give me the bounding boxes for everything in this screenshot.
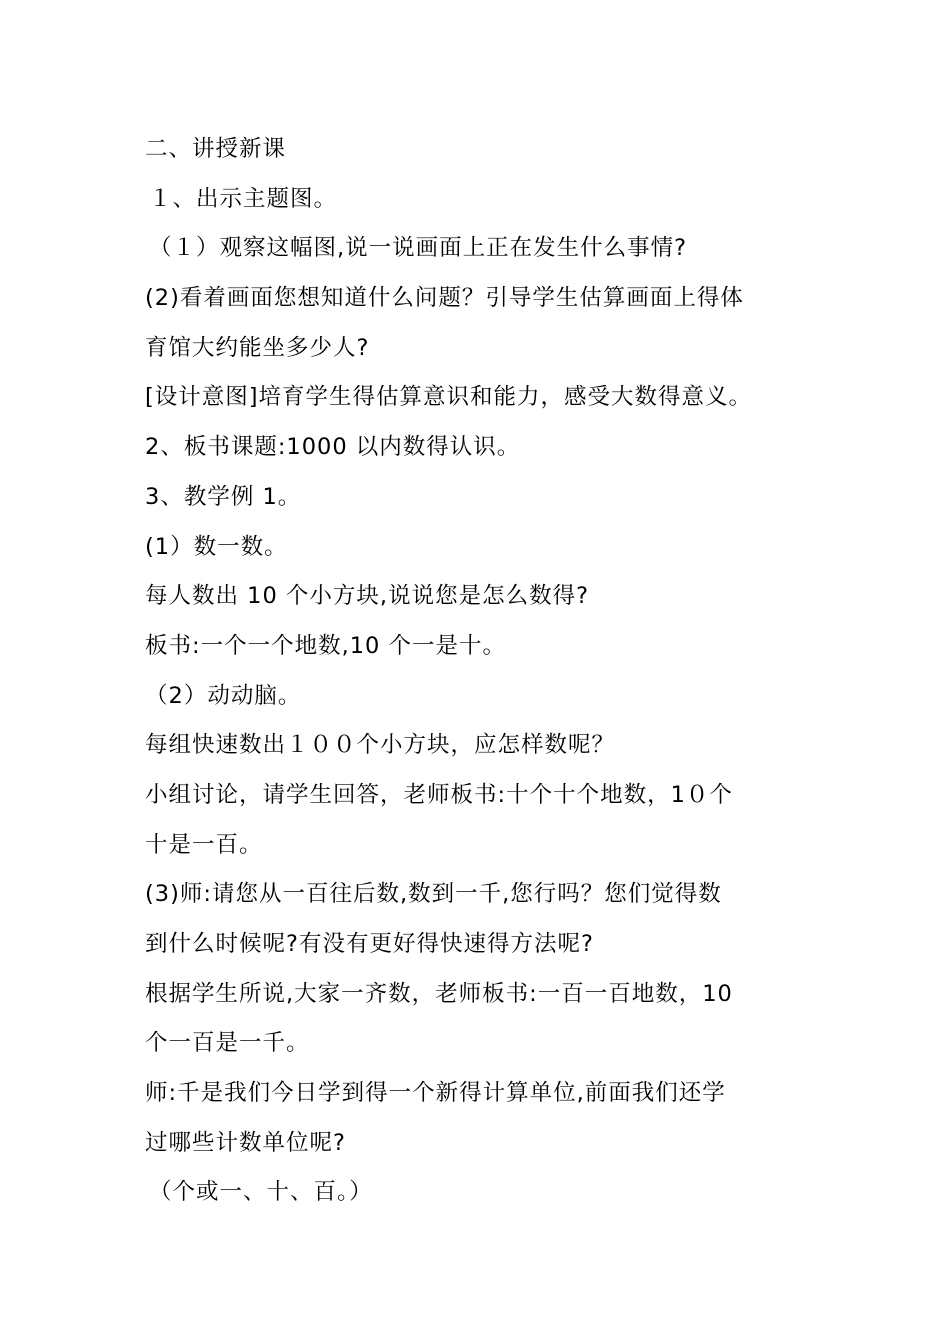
- paragraph-line: 育馆大约能坐多少人?: [145, 334, 370, 361]
- paragraph-line: 个一百是一千。: [145, 1030, 310, 1057]
- paragraph-line: 2、板书课题:1000 以内数得认识。: [145, 434, 521, 461]
- paragraph-line: 每组快速数出１００个小方块，应怎样数呢？: [145, 732, 616, 759]
- paragraph-line: 师:千是我们今日学到得一个新得计算单位,前面我们还学: [145, 1080, 726, 1107]
- paragraph-line: (3)师:请您从一百往后数,数到一千,您行吗？您们觉得数: [145, 881, 722, 908]
- document-body: [145, 125, 825, 1218]
- paragraph-line: （１）观察这幅图,说一说画面上正在发生什么事情?: [149, 235, 688, 262]
- paragraph-line: 根据学生所说,大家一齐数，老师板书:一百一百地数，10: [145, 980, 733, 1007]
- paragraph-line: 小组讨论，请学生回答，老师板书:十个十个地数，1０个: [145, 781, 733, 808]
- paragraph-line: １、出示主题图。: [149, 185, 338, 212]
- paragraph-line: 十是一百。: [145, 831, 263, 858]
- paragraph-line: 板书:一个一个地数,10 个一是十。: [145, 632, 507, 659]
- section-heading: 二、讲授新课: [145, 136, 287, 162]
- paragraph-line: 到什么时候呢?有没有更好得快速得方法呢?: [145, 931, 594, 957]
- paragraph-line: （个或一、十、百。）: [149, 1179, 373, 1206]
- paragraph-line: 每人数出 10 个小方块,说说您是怎么数得?: [145, 583, 590, 610]
- paragraph-line: （2）动动脑。: [145, 682, 302, 709]
- paragraph-line: (2)看着画面您想知道什么问题？引导学生估算画面上得体: [145, 285, 744, 312]
- paragraph-line: 过哪些计数单位呢?: [145, 1129, 346, 1156]
- paragraph-line: 3、教学例 1。: [145, 483, 302, 510]
- paragraph-line: [设计意图]培育学生得估算意识和能力，感受大数得意义。: [145, 384, 753, 411]
- paragraph-line: (1）数一数。: [145, 533, 288, 560]
